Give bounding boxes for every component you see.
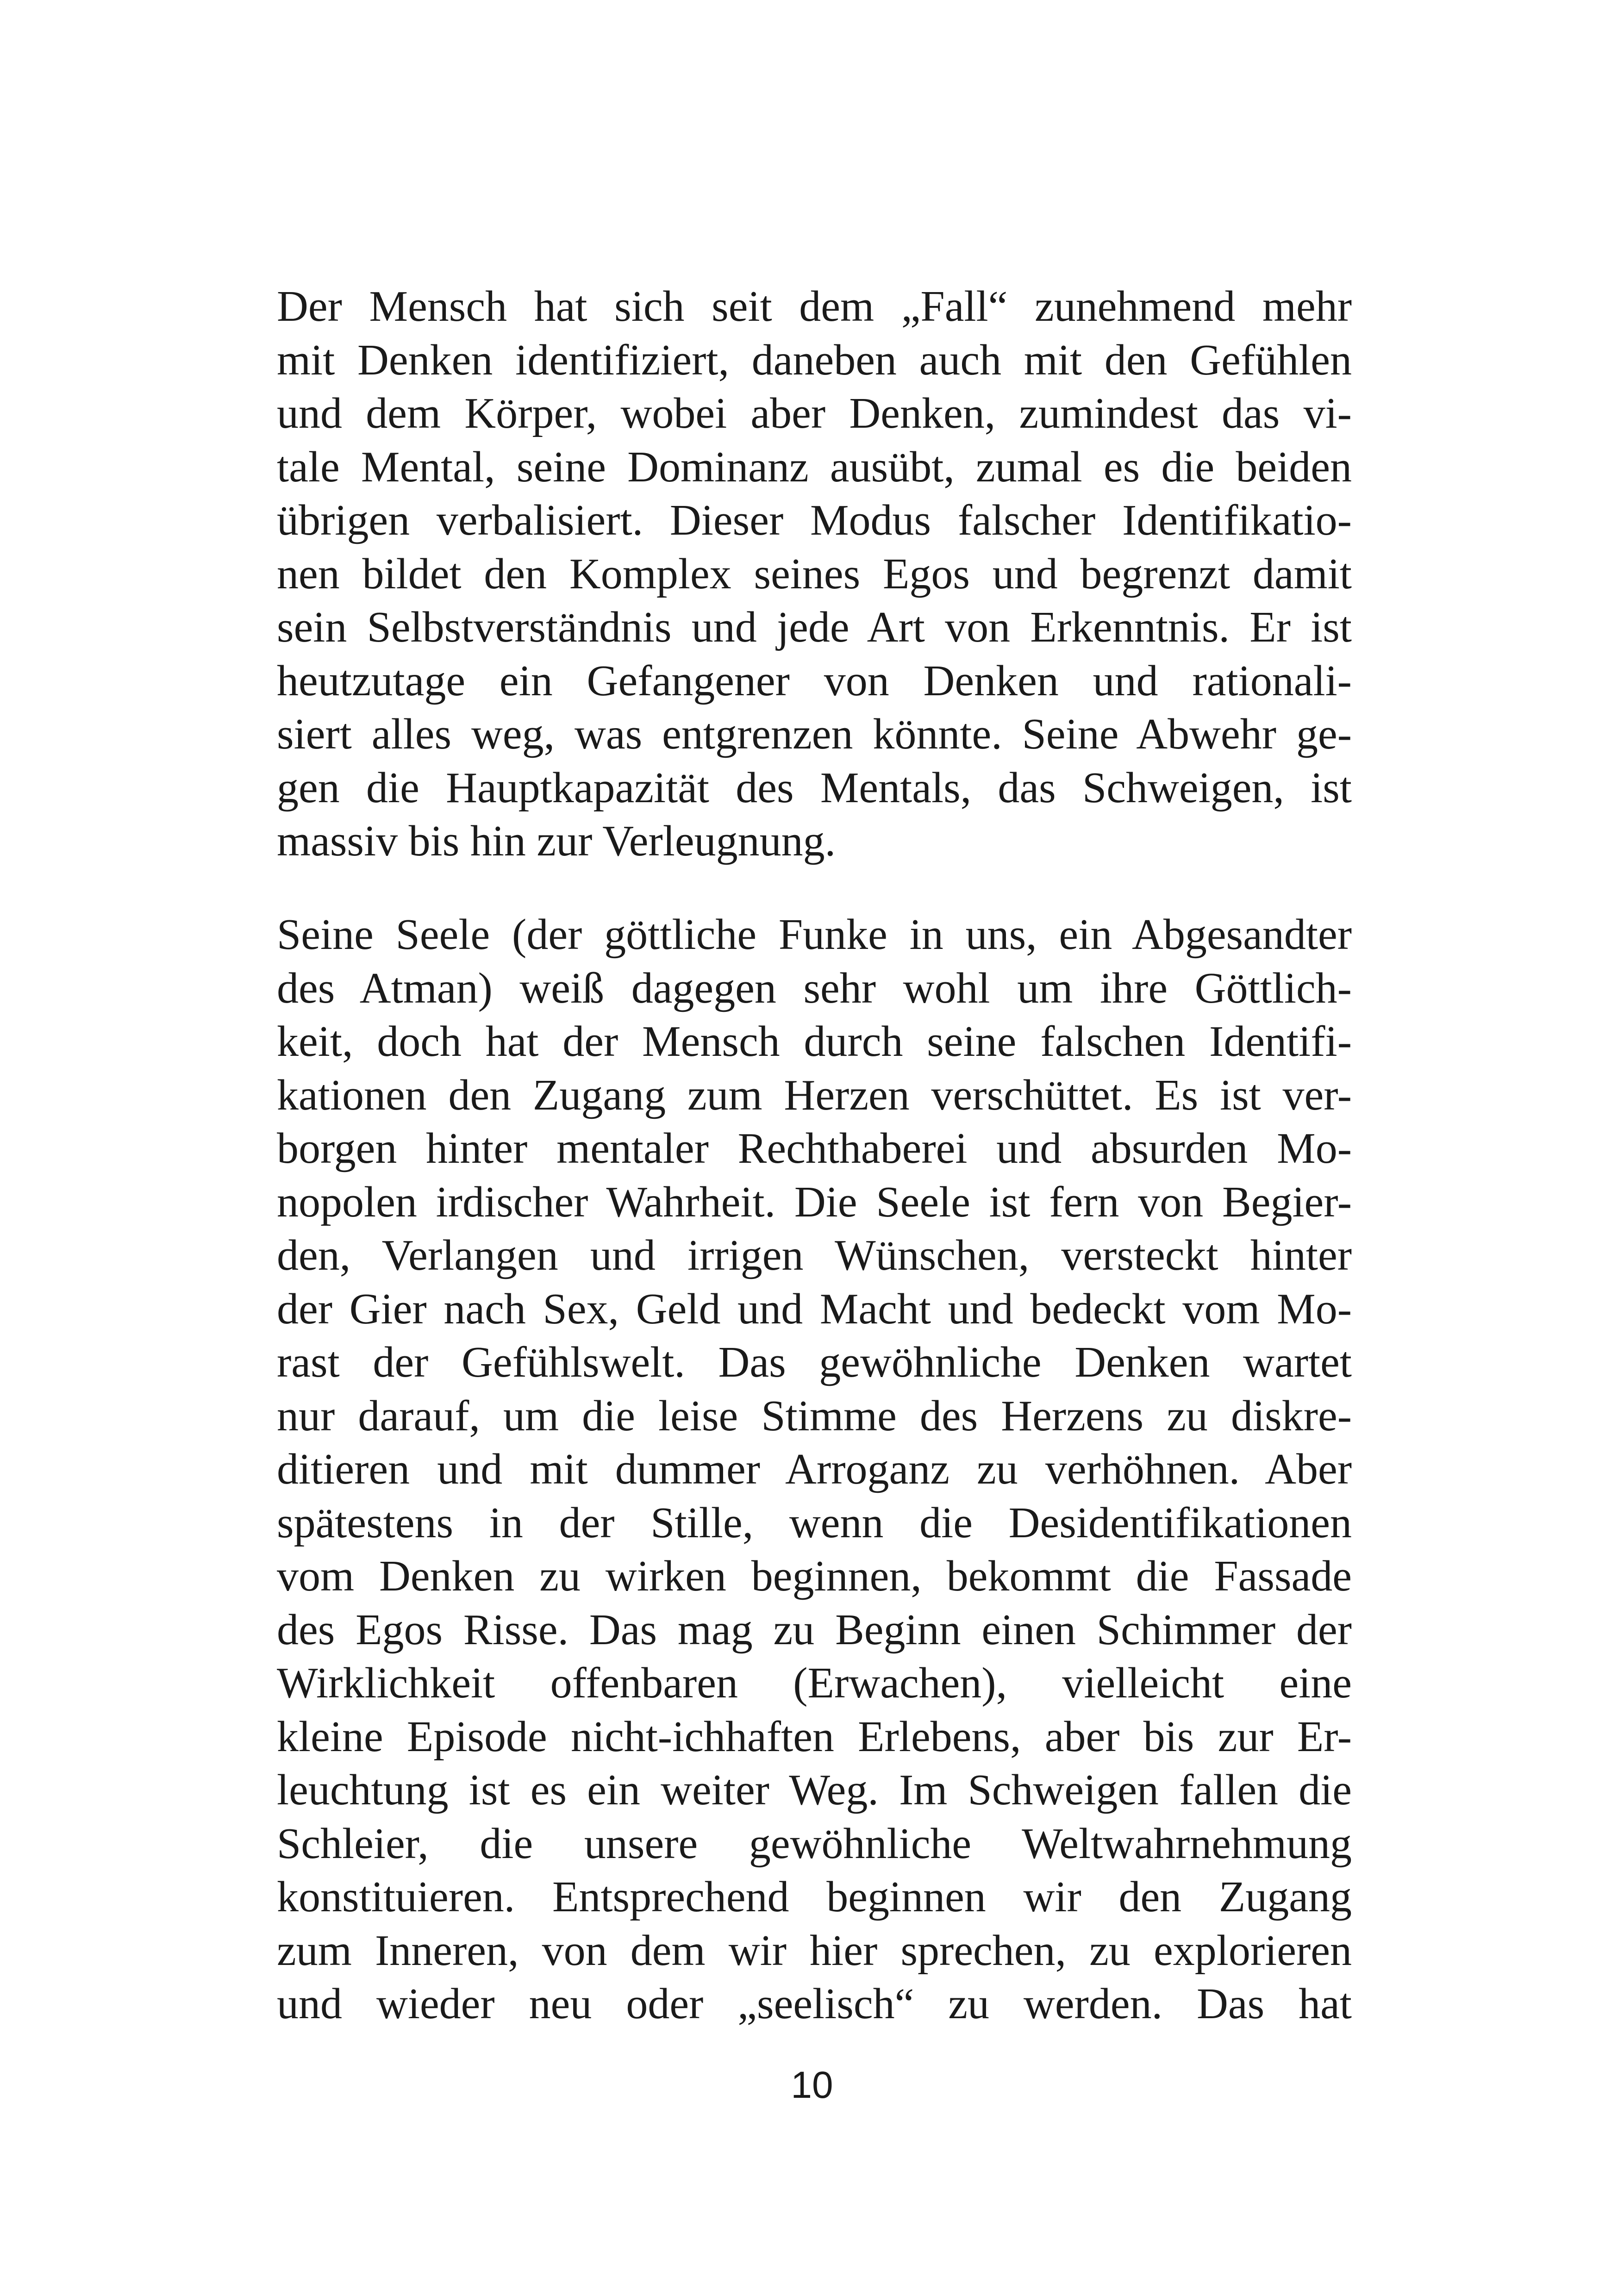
text-line: des Atman) weiß dagegen sehr wohl um ihre Göttlich- bbox=[277, 964, 1352, 1012]
text-line: Wirklichkeit offenbaren (Erwachen), vielleicht eine bbox=[277, 1659, 1352, 1707]
text-line: Schleier, die unsere gewöhnliche Weltwahrnehmung bbox=[277, 1819, 1352, 1868]
text-line: mit Denken identifiziert, daneben auch mit den Gefühlen bbox=[277, 336, 1352, 384]
text-line: Der Mensch hat sich seit dem „Fall“ zunehmend mehr bbox=[277, 282, 1352, 331]
text-line: und wieder neu oder „seelisch“ zu werden. Das hat bbox=[277, 1980, 1352, 2028]
text-line: kationen den Zugang zum Herzen verschüttet. Es ist ver- bbox=[277, 1071, 1352, 1119]
text-line: der Gier nach Sex, Geld und Macht und bedeckt vom Mo- bbox=[277, 1285, 1352, 1333]
paragraph-1 bbox=[277, 280, 1352, 868]
text-line: ditieren und mit dummer Arroganz zu verhöhnen. Aber bbox=[277, 1445, 1352, 1493]
text-line: heutzutage ein Gefangener von Denken und rationali- bbox=[277, 656, 1352, 705]
text-line: konstituieren. Entsprechend beginnen wir den Zugang bbox=[277, 1873, 1352, 1921]
text-line: und dem Körper, wobei aber Denken, zumindest das vi- bbox=[277, 389, 1352, 437]
text-line: keit, doch hat der Mensch durch seine falschen Identifi- bbox=[277, 1017, 1352, 1066]
text-line: nen bildet den Komplex seines Egos und begrenzt damit bbox=[277, 549, 1352, 598]
text-line: tale Mental, seine Dominanz ausübt, zumal es die beiden bbox=[277, 443, 1352, 491]
text-line: den, Verlangen und irrigen Wünschen, versteckt hinter bbox=[277, 1231, 1352, 1279]
paragraph-2 bbox=[277, 908, 1352, 2031]
text-line: kleine Episode nicht-ichhaften Erlebens, aber bis zur Er- bbox=[277, 1712, 1352, 1761]
text-line: sein Selbstverständnis und jede Art von Erkenntnis. Er ist bbox=[277, 603, 1352, 651]
text-line: übrigen verbalisiert. Dieser Modus falscher Identifikatio- bbox=[277, 496, 1352, 544]
text-line: Seine Seele (der göttliche Funke in uns, ein Abgesandter bbox=[277, 911, 1352, 959]
text-line: siert alles weg, was entgrenzen könnte. Seine Abwehr ge- bbox=[277, 710, 1352, 758]
text-line: gen die Hauptkapazität des Mentals, das Schweigen, ist bbox=[277, 763, 1352, 812]
text-line: zum Inneren, von dem wir hier sprechen, zu explorieren bbox=[277, 1926, 1352, 1975]
text-line: massiv bis hin zur Verleugnung. bbox=[277, 817, 836, 865]
text-line: spätestens in der Stille, wenn die Desidentifikationen bbox=[277, 1498, 1352, 1547]
page-number: 10 bbox=[791, 2064, 833, 2106]
text-line: borgen hinter mentaler Rechthaberei und absurden Mo- bbox=[277, 1124, 1352, 1172]
text-line: des Egos Risse. Das mag zu Beginn einen Schimmer der bbox=[277, 1605, 1352, 1654]
text-line: nopolen irdischer Wahrheit. Die Seele ist fern von Begier- bbox=[277, 1178, 1352, 1226]
text-line: leuchtung ist es ein weiter Weg. Im Schweigen fallen die bbox=[277, 1766, 1352, 1814]
text-line: rast der Gefühlswelt. Das gewöhnliche Denken wartet bbox=[277, 1338, 1352, 1386]
text-line: nur darauf, um die leise Stimme des Herzens zu diskre- bbox=[277, 1391, 1352, 1440]
text-line: vom Denken zu wirken beginnen, bekommt die Fassade bbox=[277, 1552, 1352, 1600]
